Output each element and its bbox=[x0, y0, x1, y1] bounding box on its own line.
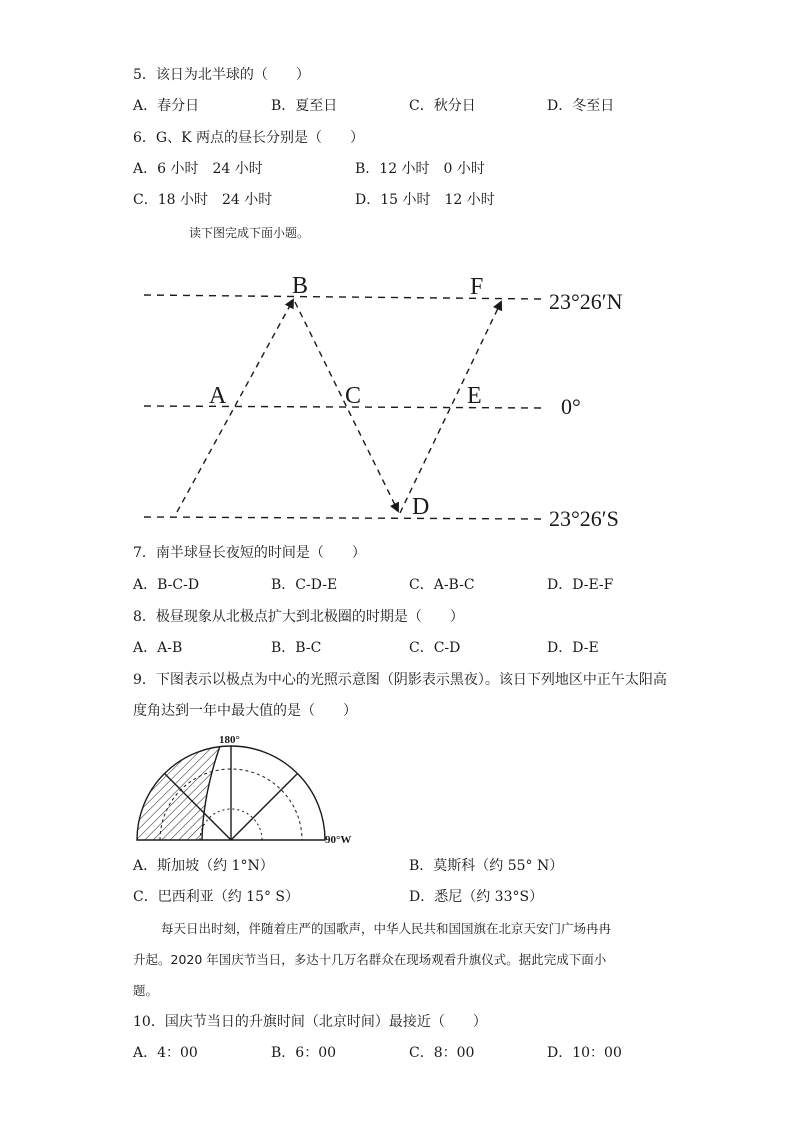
q6-option-d[interactable]: D．15 小时 12 小时 bbox=[355, 192, 495, 208]
q9-stem-line1: 9．下图表示以极点为中心的光照示意图（阴影表示黑夜）。该日下列地区中正午太阳高 bbox=[133, 672, 667, 688]
intro2-line3: 题。 bbox=[133, 983, 159, 998]
q10-option-d[interactable]: D．10：00 bbox=[547, 1045, 622, 1061]
q10-option-b[interactable]: B．6：00 bbox=[271, 1045, 337, 1061]
q5-option-a[interactable]: A．春分日 bbox=[133, 98, 200, 114]
q8-stem: 8．极昼现象从北极点扩大到北极圈的时期是（ ） bbox=[133, 609, 464, 625]
point-label-c: C bbox=[345, 383, 362, 409]
q7-option-b[interactable]: B．C-D-E bbox=[271, 577, 338, 593]
q9-stem-line2: 度角达到一年中最大值的是（ ） bbox=[133, 703, 357, 719]
lat-label-23s: 23°26′S bbox=[549, 506, 619, 531]
q7-stem: 7．南半球昼长夜短的时间是（ ） bbox=[133, 545, 366, 561]
polar-illumination-diagram bbox=[120, 728, 370, 846]
q5-option-b[interactable]: B．夏至日 bbox=[271, 98, 338, 114]
q9-option-d[interactable]: D．悉尼（约 33°S） bbox=[409, 889, 544, 905]
lat-label-23n: 23°26′N bbox=[549, 289, 623, 314]
q10-option-a[interactable]: A．4：00 bbox=[133, 1045, 198, 1061]
q10-stem: 10．国庆节当日的升旗时间（北京时间）最接近（ ） bbox=[133, 1014, 487, 1030]
q7-option-c[interactable]: C．A-B-C bbox=[409, 577, 475, 593]
q5-option-d[interactable]: D．冬至日 bbox=[547, 98, 615, 114]
intro-read-figure: 读下图完成下面小题。 bbox=[189, 226, 310, 240]
q5-stem: 5．该日为北半球的（ ） bbox=[133, 67, 310, 83]
intro2-line2: 升起。2020 年国庆节当日，多达十几万名群众在现场观看升旗仪式。据此完成下面小 bbox=[133, 952, 607, 967]
q9-option-c[interactable]: C．巴西利亚（约 15° S） bbox=[133, 889, 300, 905]
tropic-of-capricorn-line bbox=[144, 517, 542, 519]
q8-option-b[interactable]: B．B-C bbox=[271, 640, 322, 656]
q6-option-b[interactable]: B．12 小时 0 小时 bbox=[355, 161, 485, 177]
q5-option-c[interactable]: C．秋分日 bbox=[409, 98, 476, 114]
point-label-a: A bbox=[209, 383, 227, 409]
meridian-right-45 bbox=[231, 774, 297, 840]
label-180: 180° bbox=[219, 734, 240, 746]
q8-option-c[interactable]: C．C-D bbox=[409, 640, 461, 656]
point-label-f: F bbox=[470, 274, 484, 300]
point-label-d: D bbox=[412, 494, 430, 520]
q9-option-a[interactable]: A．斯加坡（约 1°N） bbox=[133, 858, 274, 874]
point-label-b: B bbox=[292, 273, 309, 299]
lat-label-0: 0° bbox=[561, 394, 581, 419]
q8-option-a[interactable]: A．A-B bbox=[133, 640, 183, 656]
q7-option-a[interactable]: A．B-C-D bbox=[133, 577, 200, 593]
q10-option-c[interactable]: C．8：00 bbox=[409, 1045, 475, 1061]
intro2-line1: 每天日出时刻，伴随着庄严的国歌声，中华人民共和国国旗在北京天安门广场冉冉 bbox=[161, 921, 612, 936]
q6-option-a[interactable]: A．6 小时 24 小时 bbox=[133, 161, 263, 177]
q8-option-d[interactable]: D．D-E bbox=[547, 640, 599, 656]
q7-option-d[interactable]: D．D-E-F bbox=[547, 577, 614, 593]
equator-line bbox=[144, 406, 542, 408]
q6-option-c[interactable]: C．18 小时 24 小时 bbox=[133, 192, 273, 208]
point-label-e: E bbox=[467, 383, 482, 409]
sun-migration-diagram bbox=[0, 262, 794, 542]
q9-option-b[interactable]: B．莫斯科（约 55° N） bbox=[409, 858, 564, 874]
label-90w: 90°W bbox=[325, 834, 352, 846]
q6-stem: 6．G、K 两点的昼长分别是（ ） bbox=[133, 130, 364, 146]
